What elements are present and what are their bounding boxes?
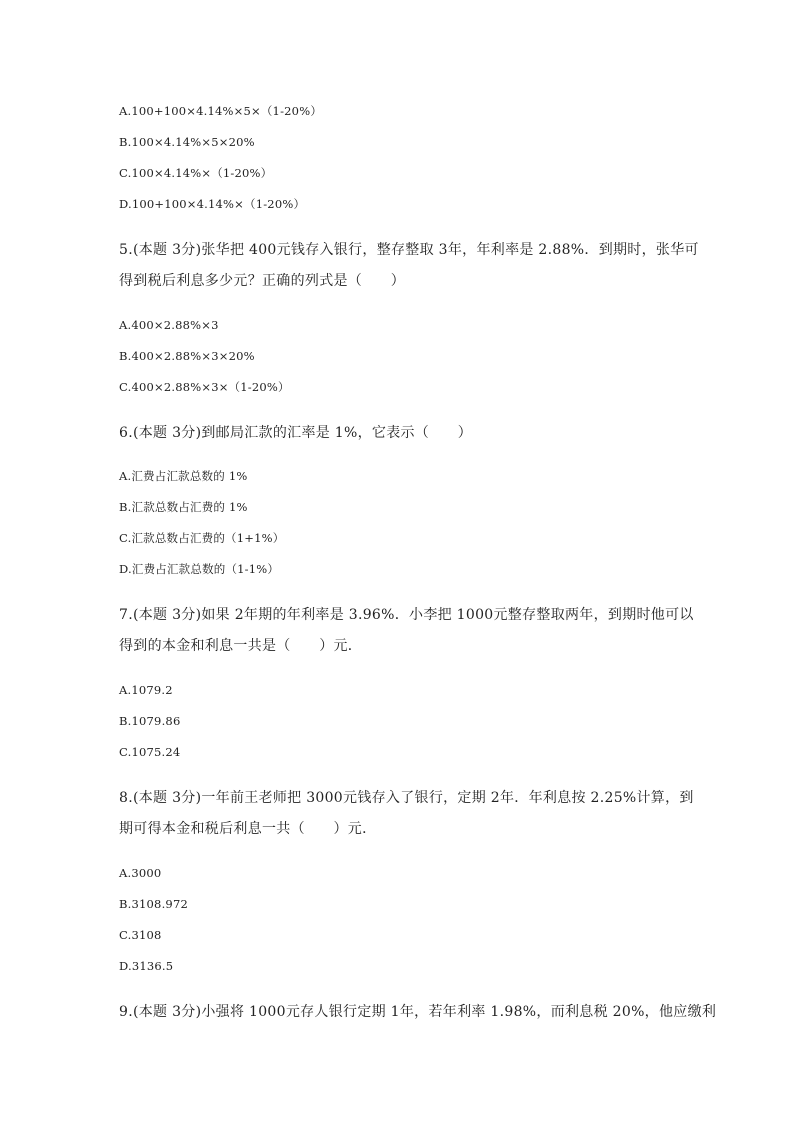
q4-option-a: A.100+100×4.14%×5×（1-20%）	[119, 104, 323, 118]
q5-option-c: C.400×2.88%×3×（1-20%）	[119, 380, 290, 394]
q7-option-b: B.1079.86	[119, 714, 181, 728]
q6-stem-line1: 6.(本题 3分)到邮局汇款的汇率是 1%，它表示（ ）	[119, 425, 472, 441]
q6-option-c: C.汇款总数占汇费的（1+1%）	[119, 531, 285, 545]
q6-option-a: A.汇费占汇款总数的 1%	[119, 469, 248, 483]
q6-option-b: B.汇款总数占汇费的 1%	[119, 500, 248, 514]
q5-option-b: B.400×2.88%×3×20%	[119, 349, 255, 363]
q4-option-c: C.100×4.14%×（1-20%）	[119, 166, 273, 180]
q7-stem-line2: 得到的本金和利息一共是（ ）元．	[119, 638, 363, 654]
q4-option-d: D.100+100×4.14%×（1-20%）	[119, 197, 306, 211]
q9-stem-line1: 9.(本题 3分)小强将 1000元存人银行定期 1年，若年利率 1.98%，而利息税 20%，他应缴利	[119, 1004, 717, 1020]
q8-option-d: D.3136.5	[119, 959, 174, 973]
q7-option-c: C.1075.24	[119, 745, 181, 759]
q7-option-a: A.1079.2	[119, 683, 173, 697]
q6-option-d: D.汇费占汇款总数的（1-1%）	[119, 562, 280, 576]
q8-option-a: A.3000	[119, 866, 162, 880]
q5-option-a: A.400×2.88%×3	[119, 318, 219, 332]
q4-option-b: B.100×4.14%×5×20%	[119, 135, 255, 149]
q7-stem-line1: 7.(本题 3分)如果 2年期的年利率是 3.96%．小李把 1000元整存整取两年，到期时他可以	[119, 607, 694, 623]
q8-stem-line1: 8.(本题 3分)一年前王老师把 3000元钱存入了银行，定期 2年．年利息按 2.25%计算，到	[119, 790, 694, 806]
q8-option-b: B.3108.972	[119, 897, 188, 911]
q8-stem-line2: 期可得本金和税后利息一共（ ）元．	[119, 821, 377, 837]
q5-stem-line2: 得到税后利息多少元？正确的列式是（ ）	[119, 273, 405, 289]
q5-stem-line1: 5.(本题 3分)张华把 400元钱存入银行，整存整取 3年，年利率是 2.88%．到期时，张华可	[119, 242, 699, 258]
q8-option-c: C.3108	[119, 928, 162, 942]
